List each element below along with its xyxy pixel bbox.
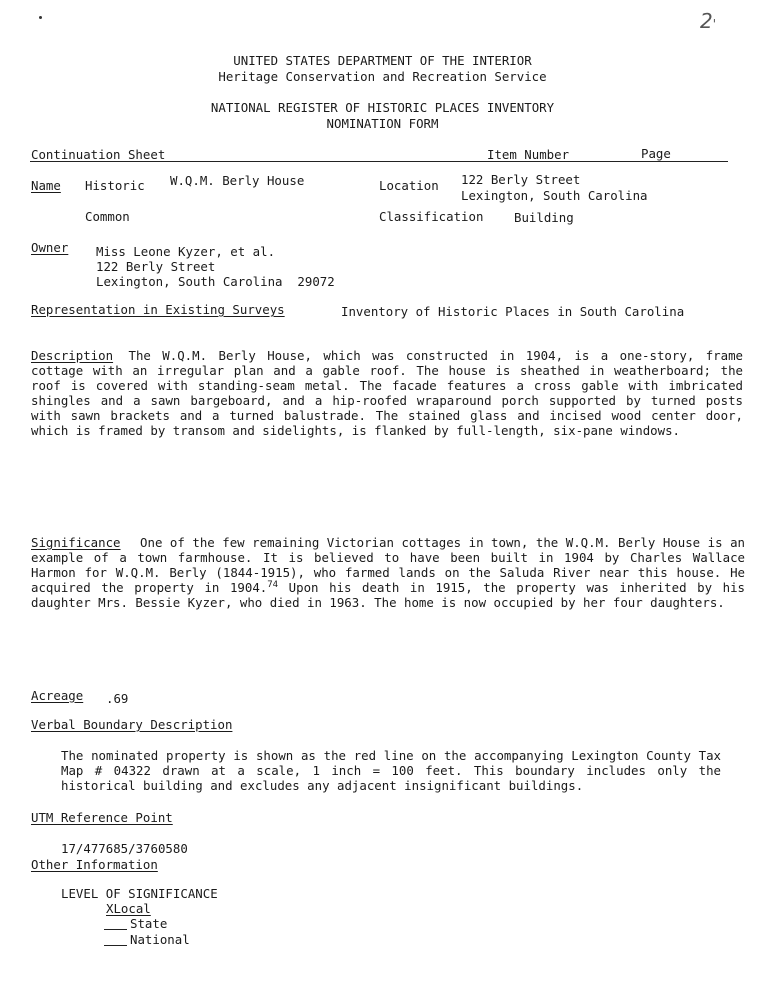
- handwritten-page-mark: 2': [700, 9, 717, 33]
- verbal-boundary-text: The nominated property is shown as the red line on the accompanying Lexington County Tax Map # 04322 drawn at a scale, 1 inch = 100 feet. This boundary includes only the historical building and excludes any adjacent insignificant buildings.: [61, 748, 721, 793]
- location-line2: Lexington, South Carolina: [461, 188, 648, 203]
- owner-line2: 122 Berly Street: [96, 259, 216, 274]
- location-label: Location: [379, 178, 439, 193]
- description-text: The W.Q.M. Berly House, which was constructed in 1904, is a one-story, frame cottage with an irregular plan and a gable roof. The house is sheathed in weatherboard; the roof is covered with standing-seam metal. The facade features a cross gable with imbricated shingles and a sawn bargeboard, and a hip-roofed wraparound porch supported by turned posts with sawn brackets and a turned balustrade. The stained glass and incised wood center door, which is framed by transom and sidelights, is flanked by full-length, six-pane windows.: [31, 348, 743, 438]
- location-line1: 122 Berly Street: [461, 172, 581, 187]
- local-check-mark: X: [106, 901, 114, 916]
- significance-text-part1: One of the few remaining Victorian cottages in town, the W.Q.M. Berly House is an example of a town farmhouse. It is believed to have been built in 1904 by Charles Wallace Harmon for W.Q.M. Berly (1844-1915), who farmed lands on the Saluda River near this house. He acquired the property in 1904.: [31, 535, 745, 595]
- description-block: [31, 348, 743, 438]
- other-information-label: Other Information: [31, 857, 158, 872]
- item-number-label: Item Number: [487, 147, 570, 162]
- owner-line1: Miss Leone Kyzer, et al.: [96, 244, 276, 259]
- historic-label: Historic: [85, 178, 145, 193]
- utm-label: UTM Reference Point: [31, 810, 173, 825]
- local-option: [106, 901, 151, 916]
- speck-mark: [39, 16, 42, 19]
- owner-line3: Lexington, South Carolina 29072: [96, 274, 335, 289]
- utm-value: 17/477685/3760580: [61, 841, 188, 856]
- local-label: Local: [113, 901, 151, 916]
- description-label: Description: [31, 348, 114, 363]
- representation-label: Representation in Existing Surveys: [31, 302, 285, 317]
- national-blank-line: [104, 945, 127, 946]
- owner-label: Owner: [31, 240, 69, 255]
- agency-subtitle: Heritage Conservation and Recreation Service: [218, 69, 547, 84]
- classification-value: Building: [514, 210, 574, 225]
- acreage-value: .69: [106, 691, 129, 706]
- header-rule: [30, 161, 728, 162]
- significance-label: Significance: [31, 535, 121, 550]
- agency-title: UNITED STATES DEPARTMENT OF THE INTERIOR: [233, 53, 532, 68]
- acreage-label: Acreage: [31, 688, 84, 703]
- state-label: State: [130, 916, 168, 931]
- significance-text-part2: Upon his death in 1915, the property was inherited by his daughter Mrs. Bessie Kyzer, who died in 1963. The home is now occupied by her four daughters.: [31, 580, 745, 610]
- common-label: Common: [85, 209, 130, 224]
- significance-footnote-mark: 74: [267, 579, 279, 590]
- name-label: Name: [31, 178, 61, 193]
- classification-label: Classification: [379, 209, 484, 224]
- form-title: NATIONAL REGISTER OF HISTORIC PLACES INVENTORY: [210, 100, 555, 115]
- verbal-boundary-label: Verbal Boundary Description: [31, 717, 233, 732]
- historic-name-value: W.Q.M. Berly House: [170, 173, 305, 188]
- continuation-sheet-label: Continuation Sheet: [31, 147, 166, 162]
- page-label: Page: [641, 146, 671, 161]
- form-subtitle: NOMINATION FORM: [326, 116, 439, 131]
- representation-value: Inventory of Historic Places in South Carolina: [341, 304, 685, 319]
- national-label: National: [130, 932, 190, 947]
- level-of-significance-label: LEVEL OF SIGNIFICANCE: [61, 886, 218, 901]
- significance-block: [31, 535, 745, 610]
- state-blank-line: [104, 929, 127, 930]
